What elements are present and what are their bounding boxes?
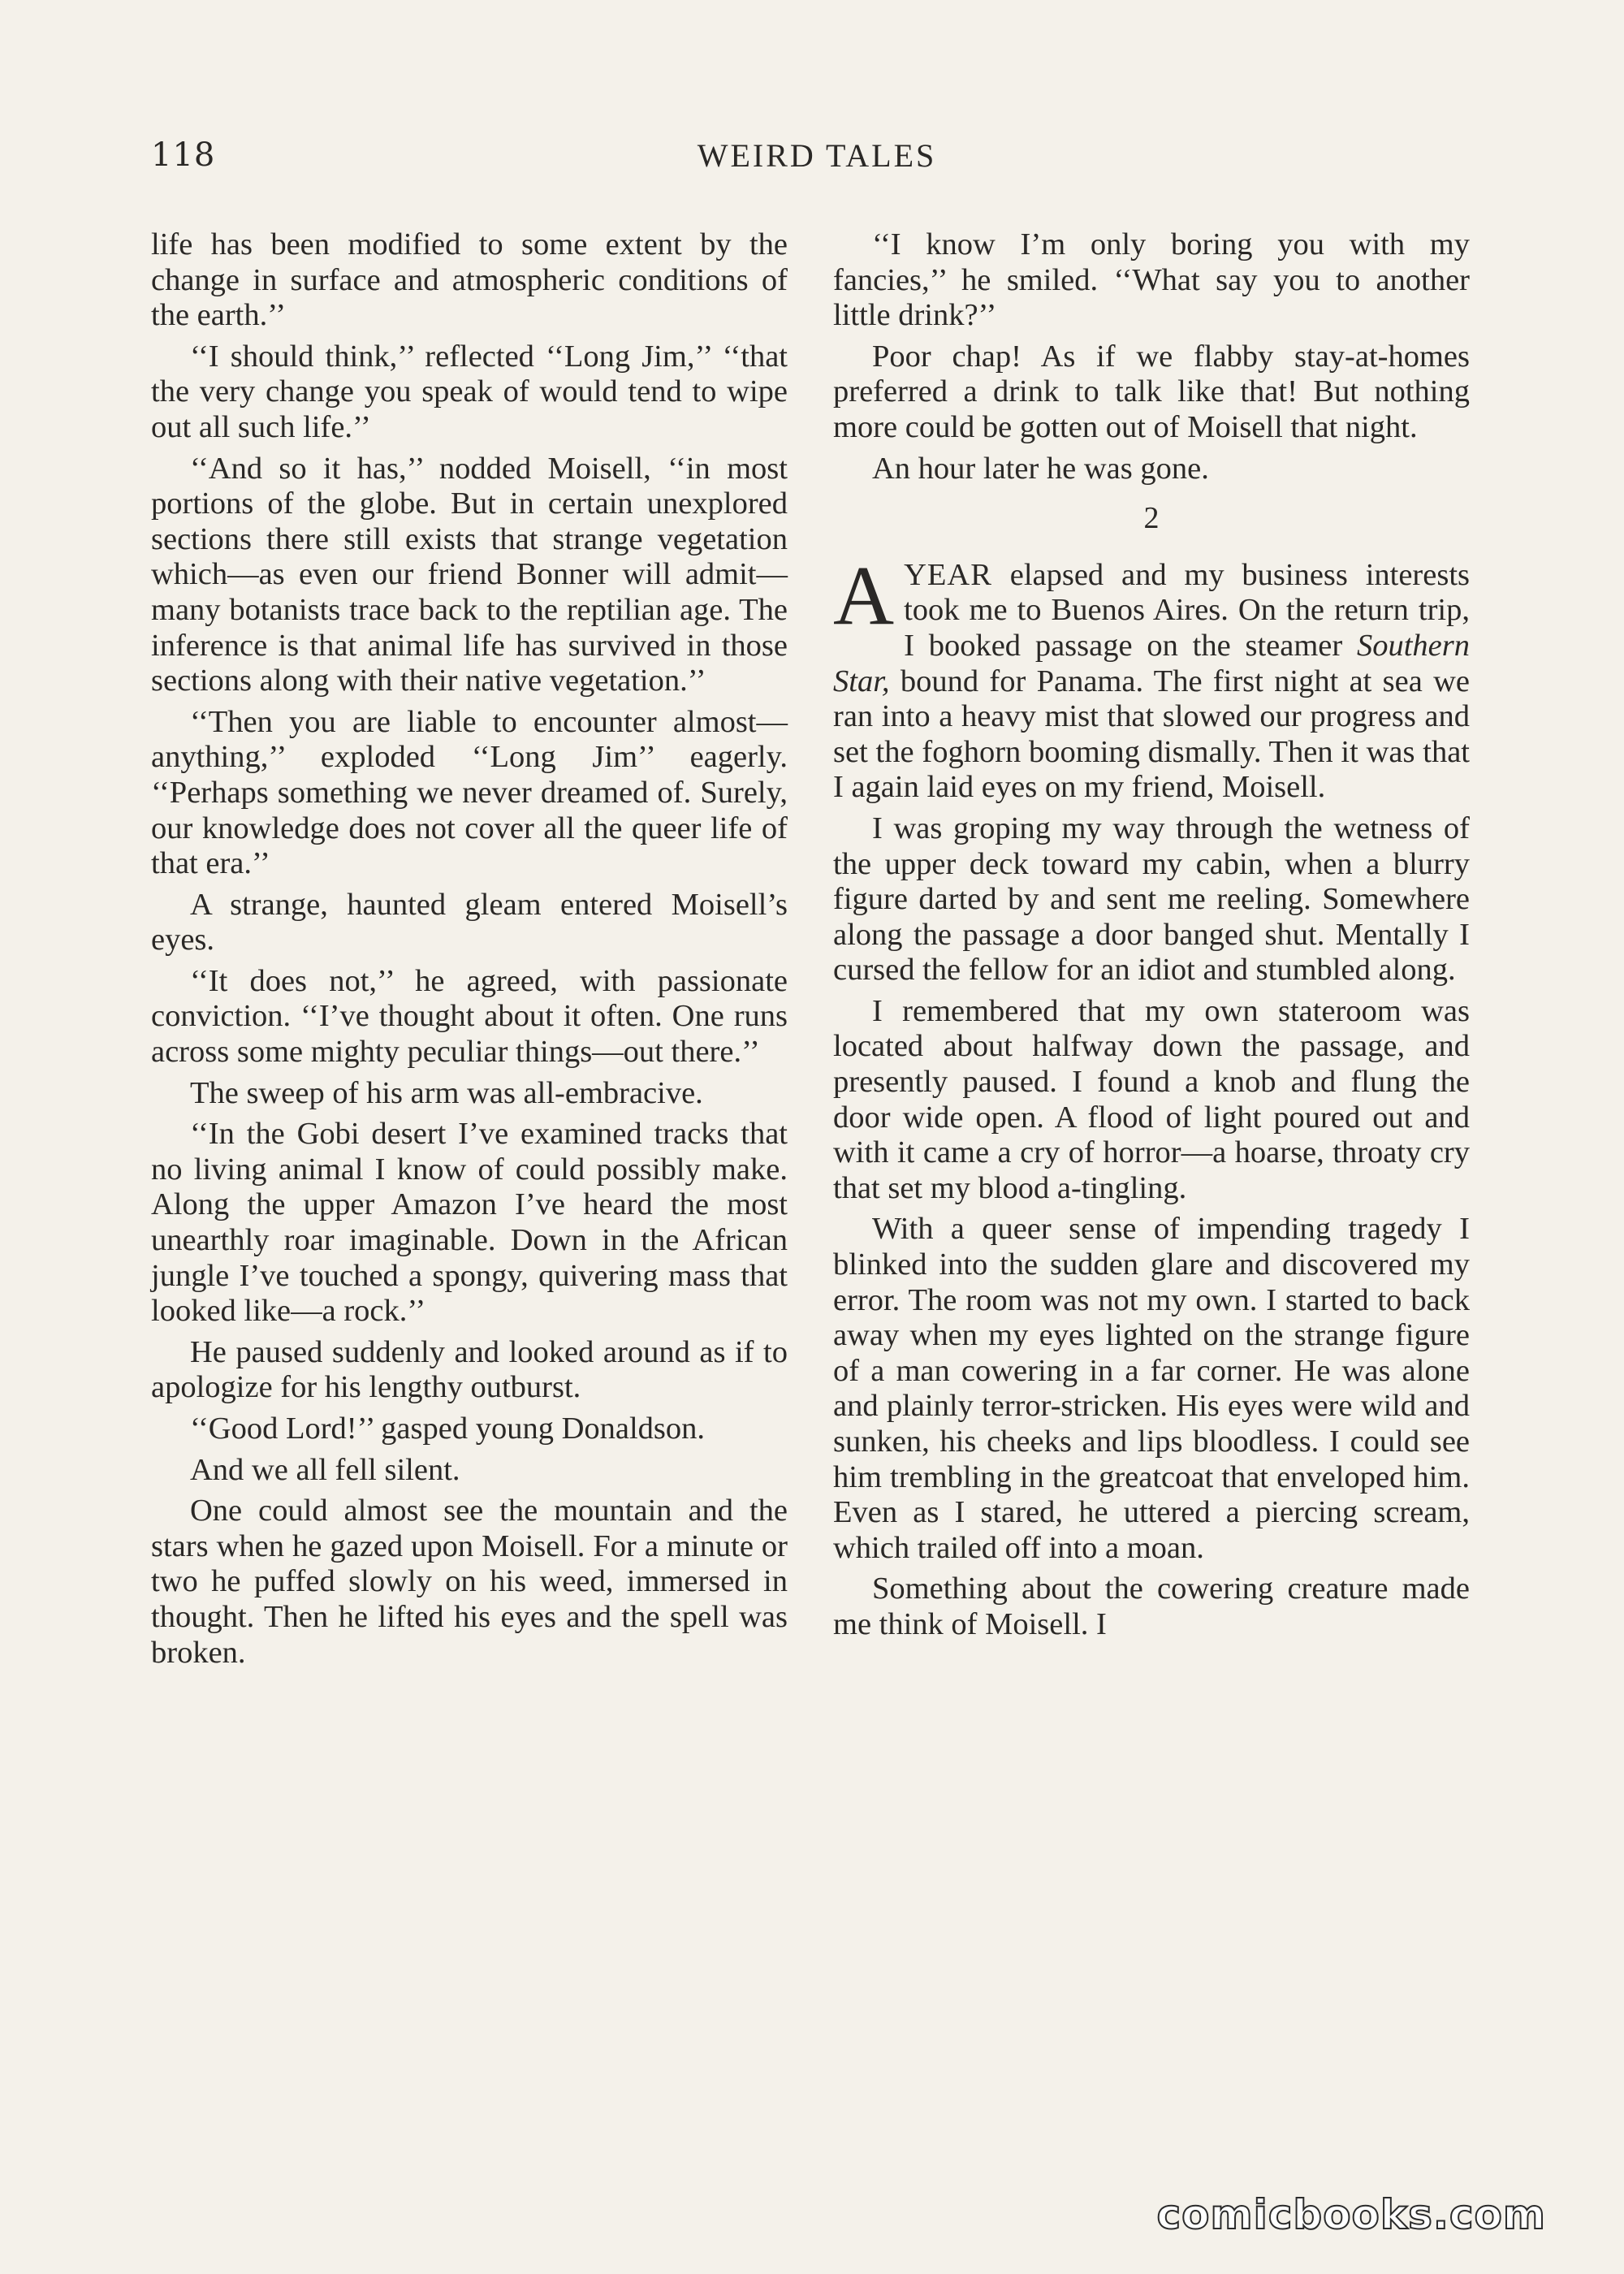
lead-word: YEAR <box>904 557 992 592</box>
drop-cap: A <box>833 548 895 642</box>
paragraph: ‘‘In the Gobi desert I’ve examined tracks that no living animal I know of could possibly make. Along the upper Amazon I’ve heard the most unearthly roar imaginable. Down in the African jungle I’ve touched a spongy, quivering mass that looked like—a rock.’’ <box>151 1117 788 1329</box>
running-title: WEIRD TALES <box>697 137 937 174</box>
paragraph: The sweep of his arm was all-embracive. <box>190 1075 703 1110</box>
paragraph: Poor chap! As if we flabby stay-at-homes preferred a drink to talk like that! But nothing more could be gotten out of Moisell that night. <box>833 339 1470 444</box>
right-column-top <box>833 227 1470 486</box>
paragraph: And we all fell silent. <box>190 1452 460 1487</box>
dropcap-text-after: bound for Panama. The first night at sea we ran into a heavy mist that slowed our progress and set the foghorn booming dismally. Then it was that I again laid eyes on my friend, Moisell. <box>833 664 1470 805</box>
paragraph: He paused suddenly and looked around as if to apologize for his lengthy outburst. <box>151 1334 788 1405</box>
paragraph: An hour later he was gone. <box>872 451 1209 486</box>
paragraph: ‘‘I know I’m only boring you with my fancies,’’ he smiled. ‘‘What say you to another little drink?’’ <box>833 227 1470 333</box>
dropcap-text: elapsed and my business interests took me to Buenos Aires. On the return trip, I booked passage on the steamer <box>904 557 1470 663</box>
left-column <box>151 227 788 1676</box>
right-column <box>833 227 1470 1649</box>
paragraph: With a queer sense of impending tragedy I blinked into the sudden glare and discovered my error. The room was not my own. I started to back away when my eyes lighted on the strange figure of a man cowering in a far corner. He was alone and plainly terror-stricken. His eyes were wild and sunken, his cheeks and lips bloodless. I could see him trembling in the greatcoat that enveloped him. Even as I stared, he uttered a piercing scream, which trailed off into a moan. <box>833 1212 1470 1565</box>
paragraph: ‘‘It does not,’’ he agreed, with passionate conviction. ‘‘I’ve thought about it often. One runs across some mighty peculiar things—out there.’’ <box>151 963 788 1070</box>
paragraph: Something about the cowering creature made me think of Moisell. I <box>833 1571 1470 1641</box>
paragraph: I was groping my way through the wetness of the upper deck toward my cabin, when a blurry figure darted by and sent me reeling. Somewhere along the passage a door banged shut. Mentally I cursed the fellow for an idiot and stumbled along. <box>833 811 1470 988</box>
paragraph: ‘‘Good Lord!’’ gasped young Donaldson. <box>190 1412 706 1446</box>
paragraph: ‘‘And so it has,’’ nodded Moisell, ‘‘in most portions of the globe. But in certain unexplored sections there still exists that strange vegetation which—as even our friend Bonner will admit—many botanists trace back to the reptilian age. The inference is that animal life has survived in those sections along with their native vegetation.’’ <box>151 451 788 698</box>
right-column-bottom <box>833 811 1470 1643</box>
dropcap-paragraph <box>833 548 1470 806</box>
section-number: 2 <box>1143 501 1160 536</box>
page-number: 118 <box>151 136 216 174</box>
paragraph: ‘‘Then you are liable to encounter almost—anything,’’ exploded ‘‘Long Jim’’ eagerly. ‘‘Perhaps something we never dreamed of. Surely, our knowledge does not cover all the queer life of that era.’’ <box>151 704 788 881</box>
paragraph: I remembered that my own stateroom was located about halfway down the passage, and presently paused. I found a knob and flung the door wide open. A flood of light poured out and with it came a cry of horror—a hoarse, throaty cry that set my blood a-tingling. <box>833 993 1470 1205</box>
paragraph: A strange, haunted gleam entered Moisell’s eyes. <box>151 887 788 958</box>
paragraph: ‘‘I should think,’’ reflected ‘‘Long Jim,’’ ‘‘that the very change you speak of would tend to wipe out all such life.’’ <box>151 339 788 444</box>
ship-name: Southern Star, <box>833 628 1470 698</box>
watermark-logo: comicbooks.com <box>1156 2191 1546 2238</box>
page-header <box>151 136 1483 185</box>
paragraph: life has been modified to some extent by the change in surface and atmospheric conditions of the earth.’’ <box>151 227 788 333</box>
paragraph: One could almost see the mountain and the stars when he gazed upon Moisell. For a minute or two he puffed slowly on his weed, immersed in thought. Then he lifted his eyes and the spell was broken. <box>151 1494 788 1670</box>
